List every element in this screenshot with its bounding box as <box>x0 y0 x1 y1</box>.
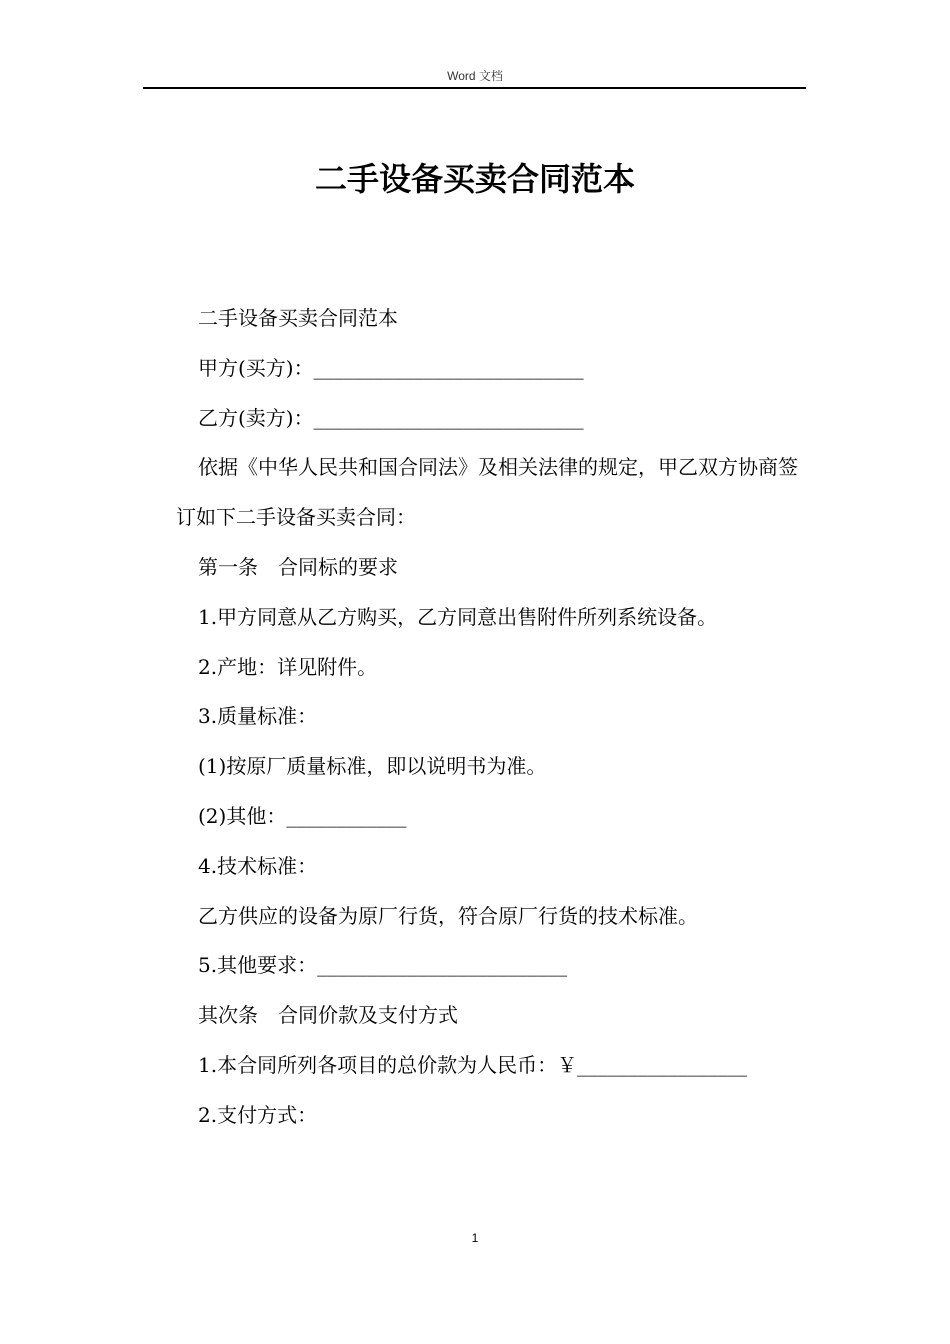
document-title: 二手设备买卖合同范本 <box>314 160 635 198</box>
document-body <box>176 294 806 1141</box>
paragraph-item-1: 1.甲方同意从乙方购买，乙方同意出售附件所列系统设备。 <box>198 604 718 629</box>
paragraph-item-4: 4.技术标准： <box>198 853 318 878</box>
paragraph-item-4-detail: 乙方供应的设备为原厂行货，符合原厂行货的技术标准。 <box>198 903 698 928</box>
paragraph-subtitle: 二手设备买卖合同范本 <box>198 306 398 330</box>
header-divider <box>143 87 806 89</box>
paragraph-item-5: 5.其他要求：_________________________ <box>198 953 568 978</box>
page-number: 1 <box>471 1231 479 1245</box>
paragraph-preamble: 依据《中华人民共和国合同法》及相关法律的规定，甲乙双方协商签订如下二手设备买卖合同： <box>176 455 798 530</box>
page-header-label: Word 文档 <box>447 69 503 83</box>
paragraph-item-3: 3.质量标准： <box>198 704 318 729</box>
paragraph-party-b: 乙方(卖方)：___________________________ <box>198 405 584 430</box>
paragraph-payment: 2.支付方式： <box>198 1102 318 1127</box>
paragraph-article-2-heading: 其次条 合同价款及支付方式 <box>198 1003 458 1028</box>
paragraph-item-2: 2.产地：详见附件。 <box>198 654 378 679</box>
paragraph-party-a: 甲方(买方)：___________________________ <box>198 355 584 380</box>
paragraph-item-3-1: (1)按原厂质量标准，即以说明书为准。 <box>198 754 547 779</box>
paragraph-article-1-heading: 第一条 合同标的要求 <box>198 554 398 579</box>
paragraph-item-3-2: (2)其他：____________ <box>198 803 407 828</box>
paragraph-price: 1.本合同所列各项目的总价款为人民币：￥_________________ <box>198 1052 748 1077</box>
